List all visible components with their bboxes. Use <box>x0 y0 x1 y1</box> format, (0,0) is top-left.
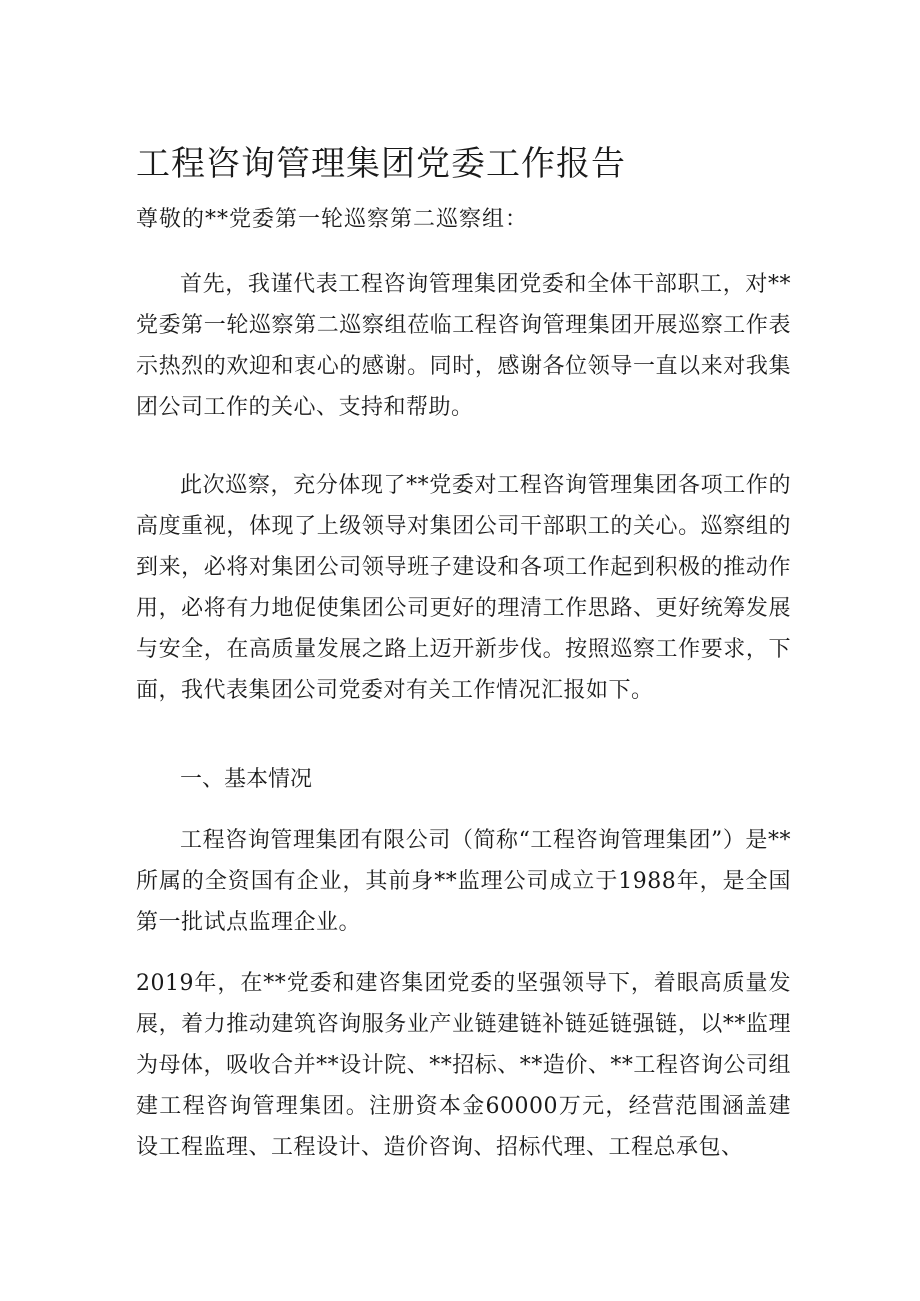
paragraph-inspection: 此次巡察，充分体现了**党委对工程咨询管理集团各项工作的高度重视，体现了上级领导对集团公司干部职工的关心。巡察组的到来，必将对集团公司领导班子建设和各项工作起到积极的推动作用，必将有力地促使集团公司更好的理清工作思路、更好统筹发展与安全，在高质量发展之路上迈开新步伐。按照巡察工作要求，下面，我代表集团公司党委对有关工作情况汇报如下。 <box>136 473 791 703</box>
paragraph-history-2019: 2019年，在**党委和建咨集团党委的坚强领导下，着眼高质量发展，着力推动建筑咨询服务业产业链建链补链延链强链，以**监理为母体，吸收合并**设计院、**招标、**造价、**工程咨询公司组建工程咨询管理集团。注册资本金60000万元，经营范围涵盖建设工程监理、工程设计、造价咨询、招标代理、工程总承包、 <box>136 971 791 1160</box>
document-title: 工程咨询管理集团党委工作报告 <box>136 144 626 184</box>
section-heading-basic-info: 一、基本情况 <box>180 767 313 792</box>
paragraph-company-intro: 工程咨询管理集团有限公司（简称“工程咨询管理集团”）是**所属的全资国有企业，其前身**监理公司成立于1988年，是全国第一批试点监理企业。 <box>136 828 791 935</box>
paragraph-opening: 首先，我谨代表工程咨询管理集团党委和全体干部职工，对**党委第一轮巡察第二巡察组莅临工程咨询管理集团开展巡察工作表示热烈的欢迎和衷心的感谢。同时，感谢各位领导一直以来对我集团公司工作的关心、支持和帮助。 <box>136 272 791 420</box>
salutation: 尊敬的**党委第一轮巡察第二巡察组： <box>136 207 529 232</box>
